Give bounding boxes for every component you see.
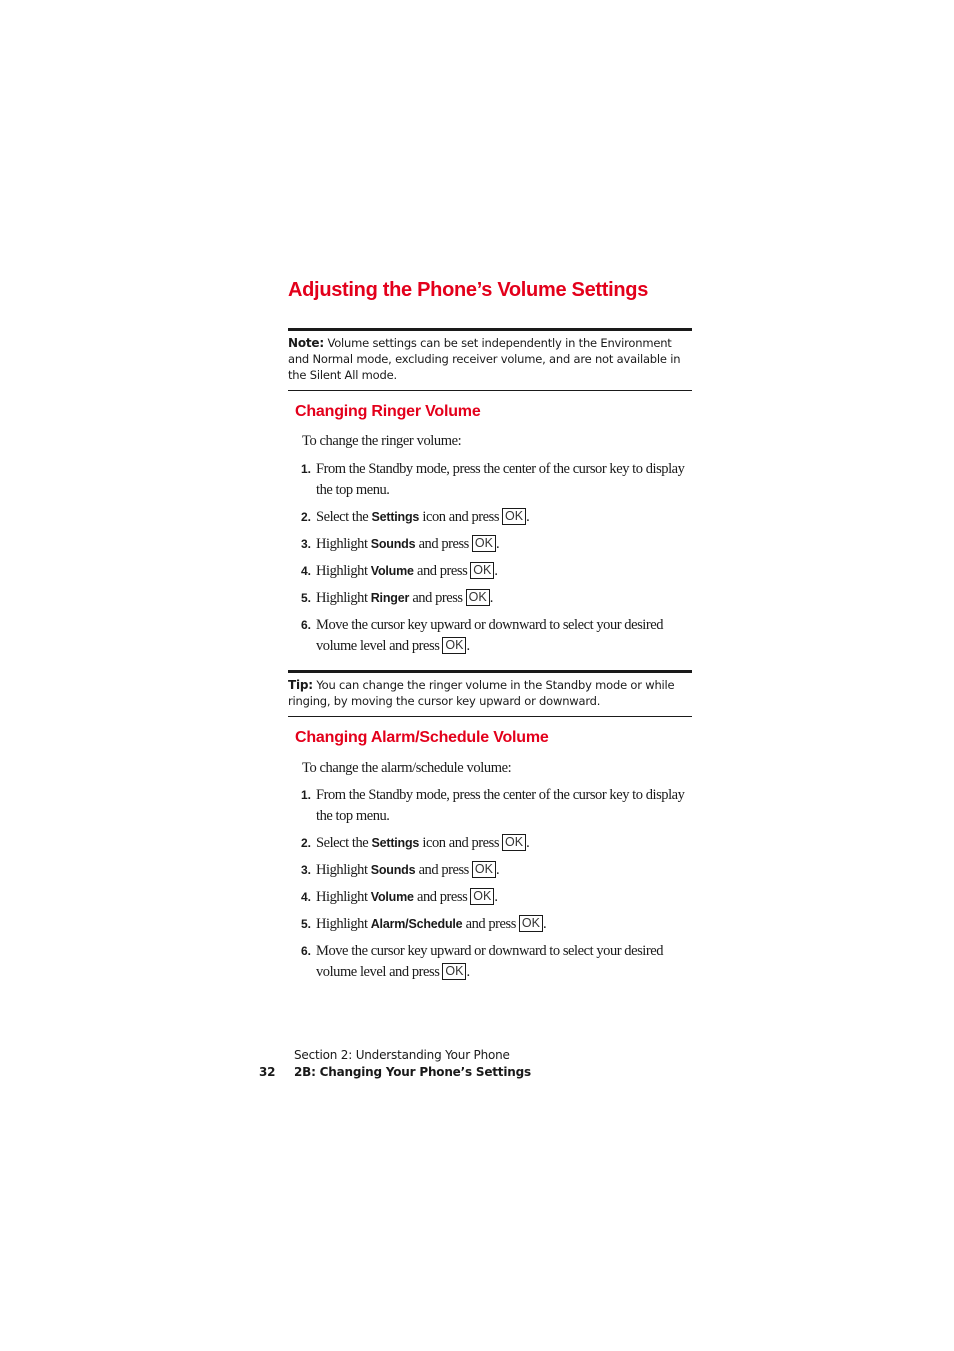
step-punctuation: . (494, 563, 498, 579)
step-text: Highlight (316, 862, 368, 878)
step-number: 2. (301, 510, 312, 524)
tip-text: You can change the ringer volume in the Standby mode or while ringing, by moving the cursor key upward or downward. (288, 678, 675, 708)
page-number: 32 (259, 1065, 276, 1079)
alarm-step-6 (301, 941, 693, 983)
ringer-step-4 (301, 561, 693, 582)
page-title: Adjusting the Phone’s Volume Settings (288, 279, 649, 301)
footer-chapter-title: 2B: Changing Your Phone’s Settings (294, 1065, 531, 1079)
step-text: Highlight (316, 889, 368, 905)
step-punctuation: . (466, 964, 470, 980)
step-punctuation: . (466, 638, 470, 654)
tip-label: Tip: (288, 678, 313, 692)
step-punctuation: . (489, 590, 493, 606)
ok-key: OK (442, 637, 466, 654)
page-footer (259, 1047, 531, 1081)
ok-key: OK (470, 888, 494, 905)
step-number: 5. (301, 917, 312, 931)
menu-item-volume: Volume (370, 890, 414, 904)
menu-item-ringer: Ringer (370, 591, 410, 605)
ok-key: OK (472, 861, 496, 878)
step-text: and press (418, 536, 469, 552)
alarm-step-4 (301, 887, 693, 908)
step-text: Highlight (316, 590, 368, 606)
footer-section-title: Section 2: Understanding Your Phone (294, 1048, 510, 1062)
menu-item-settings: Settings (371, 510, 420, 524)
alarm-heading: Changing Alarm/Schedule Volume (295, 729, 549, 746)
alarm-step-3 (301, 860, 693, 881)
ringer-step-5 (301, 588, 693, 609)
alarm-step-2 (301, 833, 693, 854)
step-number: 1. (301, 462, 312, 476)
step-punctuation: . (495, 536, 500, 552)
step-text: Select the (316, 835, 369, 851)
step-text: and press (418, 862, 469, 878)
menu-item-alarm-schedule: Alarm/Schedule (370, 917, 463, 931)
ringer-step-6 (301, 615, 693, 657)
ok-key: OK (472, 535, 496, 552)
alarm-intro: To change the alarm/schedule volume: (302, 760, 512, 776)
step-text: and press (416, 563, 468, 579)
alarm-steps (301, 785, 693, 989)
step-text: icon and press (422, 835, 500, 851)
ringer-steps (301, 459, 693, 663)
alarm-step-5 (301, 914, 693, 935)
step-punctuation: . (542, 916, 547, 932)
ringer-step-2 (301, 507, 693, 528)
alarm-step-1 (301, 785, 693, 827)
footer-chapter-line (259, 1064, 531, 1081)
step-text: Move the cursor key upward or downward to select your desired volume level and press (316, 617, 664, 654)
menu-item-sounds: Sounds (370, 537, 416, 551)
ringer-step-1 (301, 459, 693, 501)
ringer-intro: To change the ringer volume: (302, 433, 462, 449)
ringer-step-3 (301, 534, 693, 555)
step-text: and press (412, 590, 463, 606)
step-text: Highlight (316, 563, 368, 579)
step-number: 6. (301, 944, 312, 958)
step-text: From the Standby mode, press the center of the cursor key to display the top menu. (316, 787, 685, 824)
step-text: and press (416, 889, 468, 905)
note-text: Volume settings can be set independently in the Environment and Normal mode, excluding receiver volume, and are not available in the Silent All mode. (288, 336, 681, 382)
step-text: Select the (316, 509, 369, 525)
step-text: Move the cursor key upward or downward to select your desired volume level and press (316, 943, 664, 980)
step-punctuation: . (495, 862, 500, 878)
ok-key: OK (502, 834, 526, 851)
tip-box (288, 670, 692, 717)
step-text: From the Standby mode, press the center of the cursor key to display the top menu. (316, 461, 685, 498)
ok-key: OK (519, 915, 543, 932)
step-text: Highlight (316, 536, 368, 552)
step-text: and press (465, 916, 516, 932)
ok-key: OK (442, 963, 466, 980)
ok-key: OK (502, 508, 526, 525)
step-number: 3. (301, 537, 312, 551)
menu-item-sounds: Sounds (370, 863, 416, 877)
ok-key: OK (470, 562, 494, 579)
step-number: 3. (301, 863, 312, 877)
step-number: 6. (301, 618, 312, 632)
step-number: 4. (301, 890, 312, 904)
note-box (288, 328, 692, 391)
menu-item-settings: Settings (371, 836, 420, 850)
step-punctuation: . (526, 835, 530, 851)
step-punctuation: . (526, 509, 530, 525)
ok-key: OK (466, 589, 490, 606)
note-label: Note: (288, 336, 324, 350)
step-text: icon and press (422, 509, 500, 525)
step-punctuation: . (494, 889, 498, 905)
step-number: 1. (301, 788, 312, 802)
step-number: 2. (301, 836, 312, 850)
step-text: Highlight (316, 916, 368, 932)
step-number: 4. (301, 564, 312, 578)
ringer-heading: Changing Ringer Volume (295, 403, 481, 420)
step-number: 5. (301, 591, 312, 605)
menu-item-volume: Volume (370, 564, 414, 578)
